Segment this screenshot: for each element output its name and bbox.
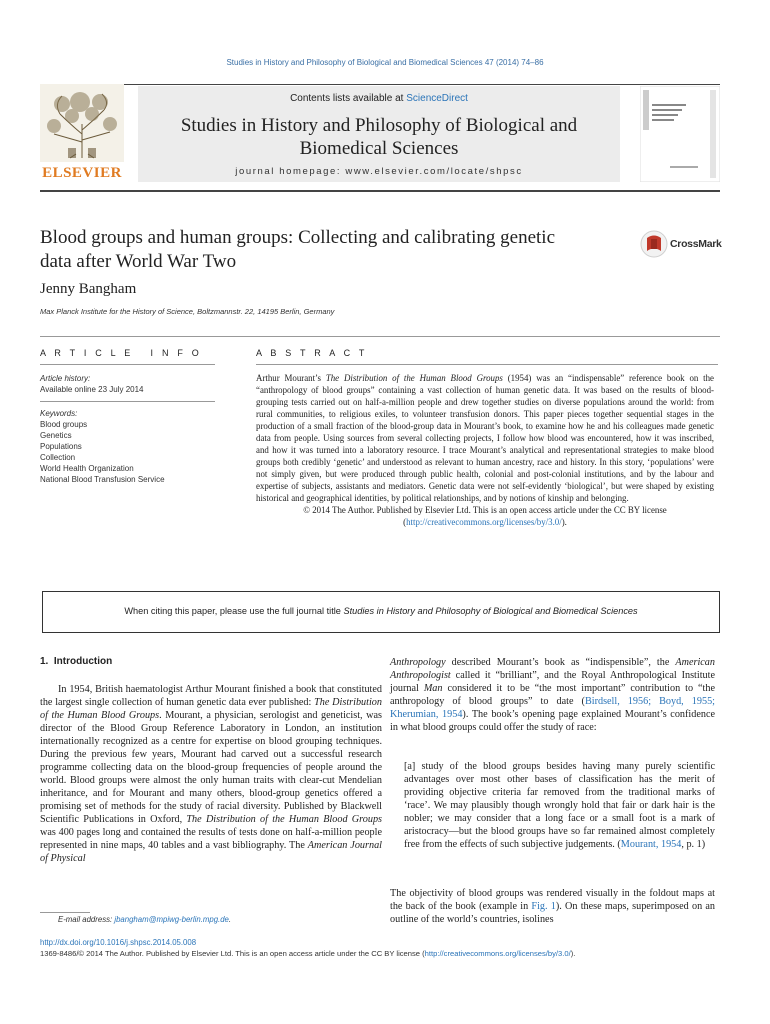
bottom-license-suffix: ). bbox=[570, 949, 576, 958]
license-link[interactable]: http://creativecommons.org/licenses/by/3.0/ bbox=[406, 517, 562, 527]
abstract-heading: A B S T R A C T bbox=[256, 348, 368, 358]
abstract-text: Arthur Mourant’s bbox=[256, 373, 326, 383]
keywords-label: Keywords: bbox=[40, 409, 78, 418]
crossmark-label[interactable]: CrossMark bbox=[670, 238, 722, 250]
intro-right-italic: Anthropology bbox=[390, 657, 446, 668]
keywords-block bbox=[40, 408, 240, 485]
intro-left-text: In 1954, British haematologist Arthur Mourant finished a book that constituted the largest single collection of human genetic data ever published: bbox=[40, 684, 382, 708]
intro-right-paragraph-2 bbox=[390, 887, 715, 926]
footnote-email bbox=[58, 915, 231, 924]
journal-title-line2: Biomedical Sciences bbox=[299, 138, 459, 159]
intro-left-text: was 400 pages long and contained the results of tests done on half-a-million people represented in nine maps, 40 tables and a vast bibliography. The bbox=[40, 827, 382, 851]
author-affiliation: Max Planck Institute for the History of Science, Boltzmannstr. 22, 14195 Berlin, Germany bbox=[40, 307, 335, 316]
abstract-text: (1954) was an “indispensable” reference book on the “anthropology of blood groups” containing a vast collection of human genetic data. It was based on the results of blood-grouping tests carried out on half-a-million people and drew together studies on diverse populations around the world: from rural communities, to religious exiles, to volunteer transfusion donors. This paper pieces together sequential stages in the production of a small fraction of the blood-group data in Mourant’s book, to examine how he and his colleagues made genetic data from people. Using sources from several collecting projects, I follow how blood was encountered, how it was inscribed, and how it was turned into a laboratory resource. I trace Mourant’s analytical and representational strategies to make blood groups both credibly ‘genetic’ and understood as relevant to human ancestry, race and history. In this story, ‘populations’ were not simply given, but were produced through public health, colonial and post-colonial institutions, and by the labour and expertise of subjects, assistants and mediators. Genetic data were not self-evidently ‘biological’, but were shaped by existing historical and geographical identities, by political relationships, and by notions of kinship and belonging. bbox=[256, 373, 714, 503]
doi-link[interactable]: http://dx.doi.org/10.1016/j.shpsc.2014.05.008 bbox=[40, 938, 197, 947]
citing-note-prefix: When citing this paper, please use the full journal title bbox=[124, 606, 344, 616]
intro-right-text: described Mourant’s book as “indispensible”, the bbox=[445, 657, 676, 668]
bottom-license bbox=[40, 949, 575, 958]
abstract-copyright bbox=[256, 504, 714, 528]
elsevier-wordmark: ELSEVIER bbox=[42, 165, 122, 181]
intro-right-paragraph bbox=[390, 656, 715, 734]
journal-cover-thumbnail bbox=[640, 86, 720, 182]
crossmark-icon[interactable] bbox=[639, 229, 669, 259]
keyword-item: Collection bbox=[40, 453, 76, 462]
intro-left-paragraph bbox=[40, 683, 382, 865]
footnote-label: E-mail address: bbox=[58, 915, 115, 924]
journal-citation: Studies in History and Philosophy of Biological and Biomedical Sciences 47 (2014) 74–86 bbox=[226, 58, 544, 67]
copyright-text: © 2014 The Author. Published by Elsevier Ltd. This is an open access article under the CC BY license bbox=[303, 505, 667, 515]
article-title-line2: data after World War Two bbox=[40, 251, 237, 272]
author-name: Jenny Bangham bbox=[40, 281, 137, 297]
footnote-rule bbox=[40, 912, 90, 913]
keyword-item: Genetics bbox=[40, 431, 72, 440]
article-title bbox=[40, 226, 620, 274]
intro-right-italic: American Anthropologist bbox=[390, 657, 715, 681]
info-top-rule bbox=[40, 336, 720, 337]
keyword-item: Populations bbox=[40, 442, 82, 451]
intro-left-italic: American Journal of Physical bbox=[40, 840, 382, 864]
journal-title-line1: Studies in History and Philosophy of Biological and bbox=[180, 115, 578, 136]
intro-right-text: called it “brilliant”, and the Royal Anthropological Institute journal bbox=[390, 670, 715, 694]
article-info-heading: A R T I C L E I N F O bbox=[40, 348, 202, 358]
intro-right-italic: Man bbox=[423, 683, 443, 694]
intro-right-text: considered it to be “the most important” contribution to “the anthropology of blood groups” to date ( bbox=[390, 683, 715, 707]
footnote-end: . bbox=[228, 915, 232, 924]
intro-right2-text: ). On these maps, superimposed on an outline of the world’s countries, isolines bbox=[390, 901, 716, 925]
intro-right2-reference-link[interactable]: Fig. 1 bbox=[531, 901, 556, 912]
keyword-item: World Health Organization bbox=[40, 464, 134, 473]
abstract-rule bbox=[256, 364, 718, 365]
citing-note bbox=[42, 606, 720, 616]
history-label: Article history: bbox=[40, 374, 91, 383]
bottom-license-link[interactable]: http://creativecommons.org/licenses/by/3.0/ bbox=[424, 949, 571, 958]
author-email-link[interactable]: jbangham@mpiwg-berlin.mpg.de bbox=[114, 915, 229, 924]
contents-availability bbox=[138, 93, 620, 104]
intro-right2-text: The objectivity of blood groups was rendered visually in the foldout maps at the back of the book (example in bbox=[390, 888, 715, 912]
abstract-book-title: The Distribution of the Human Blood Groups bbox=[325, 373, 503, 383]
article-info-rule bbox=[40, 364, 215, 365]
sciencedirect-link[interactable]: ScienceDirect bbox=[406, 93, 468, 104]
intro-right-reference-link[interactable]: Birdsell, 1956; Boyd, 1955; Kherumian, 1954 bbox=[390, 696, 715, 720]
abstract-body bbox=[256, 372, 714, 528]
citing-note-journal: Studies in History and Philosophy of Biological and Biomedical Sciences bbox=[343, 606, 638, 616]
intro-left-italic: The Distribution of the Human Blood Groups bbox=[186, 814, 382, 825]
keyword-item: National Blood Transfusion Service bbox=[40, 475, 165, 484]
quote-text: , p. 1) bbox=[681, 839, 706, 850]
article-title-line1: Blood groups and human groups: Collecting and calibrating genetic bbox=[40, 227, 556, 248]
quote-text: [a] study of the blood groups besides having many purely scientific advantages over most other bases of classification has the merit of providing objective criteria far removed from the traditional marks of ‘race’. We may plausibly though wrongly hold that fair or dark hair is the nobler; we may consider that a long face or a small foot is a mark of aristocracy—but the blood groups have so far remained almost completely free from the effects of such subjective judgements. ( bbox=[404, 761, 715, 850]
intro-right-text: ). The book’s opening page explained Mourant’s confidence in what blood groups could offer the study of race: bbox=[390, 709, 715, 733]
contents-prefix: Contents lists available at bbox=[290, 93, 407, 104]
license-paren-close: ). bbox=[561, 517, 567, 527]
history-value: Available online 23 July 2014 bbox=[40, 385, 144, 394]
intro-left-text: . Mourant, a physician, serologist and geneticist, was director of the Blood Group Reference Laboratory in London, an institution internationally recognized as a centre for expertise on blood grouping techniques. During the previous few years, Mourant had carved out a successful research programme collecting data on the blood-group frequencies of people around the world. Blood groups were almost the only human traits with clear-cut Mendelian inheritance, and for Mourant and many others, blood-group genetics offered a promising set of methods for the study of racial diversity. Published by Blackwell Scientific Publications in Oxford, bbox=[40, 710, 382, 825]
intro-left-italic: The Distribution of the Human Blood Groups bbox=[40, 697, 382, 721]
journal-homepage[interactable]: journal homepage: www.elsevier.com/locate/shpsc bbox=[235, 166, 523, 177]
blockquote bbox=[404, 760, 715, 851]
section-heading-introduction: 1. Introduction bbox=[40, 656, 113, 667]
quote-reference-link[interactable]: Mourant, 1954 bbox=[620, 839, 682, 850]
keyword-item: Blood groups bbox=[40, 420, 88, 429]
header-top-rule bbox=[40, 84, 720, 85]
license-paren-open: ( bbox=[403, 517, 407, 527]
keywords-rule bbox=[40, 401, 215, 402]
article-history bbox=[40, 373, 220, 395]
bottom-license-prefix: 1369-8486/© 2014 The Author. Published by Elsevier Ltd. This is an open access article under the CC BY license ( bbox=[40, 949, 425, 958]
journal-title bbox=[138, 114, 620, 160]
header-bottom-rule bbox=[40, 190, 720, 192]
